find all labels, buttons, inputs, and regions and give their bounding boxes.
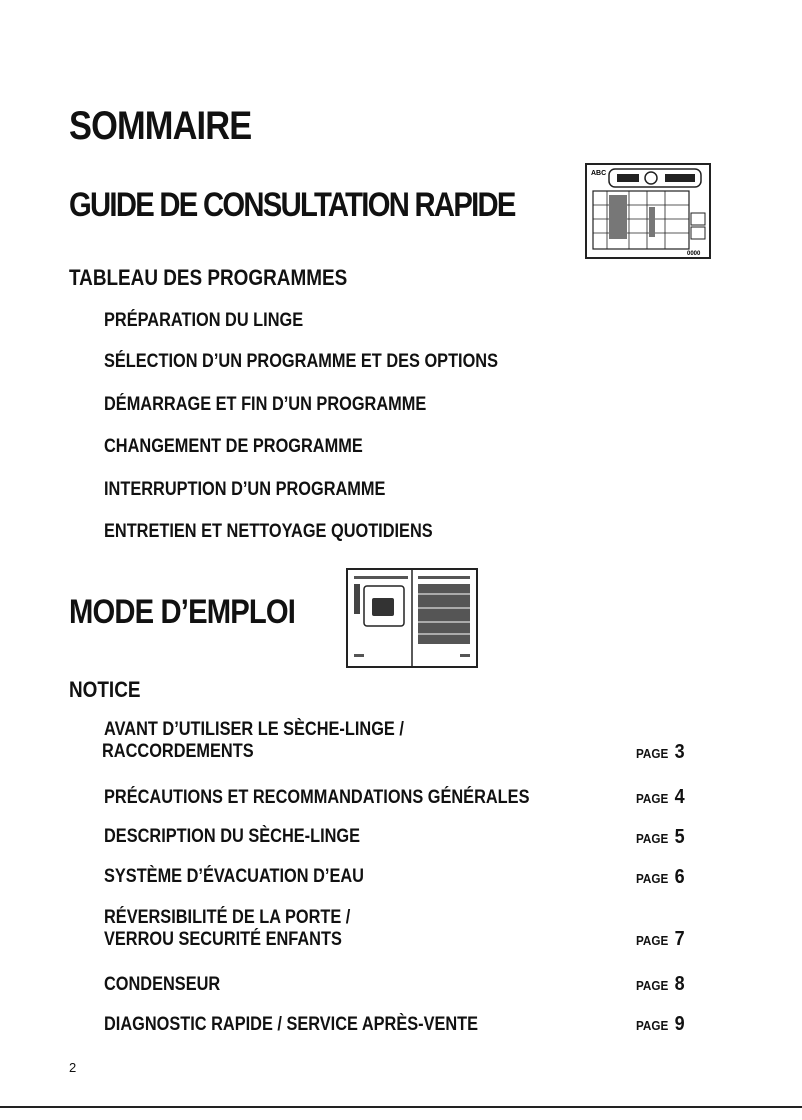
tableau-heading: TABLEAU DES PROGRAMMES	[69, 265, 348, 290]
notice-item-line2: RACCORDEMENTS	[102, 741, 254, 762]
page-number-ref: 9	[674, 1013, 685, 1035]
page-label: PAGE	[636, 791, 669, 806]
page-ref	[636, 866, 685, 889]
tableau-item: ENTRETIEN ET NETTOYAGE QUOTIDIENS	[104, 521, 433, 542]
quick-guide-illustration	[587, 165, 709, 257]
tableau-item: CHANGEMENT DE PROGRAMME	[104, 436, 363, 457]
thumb-label-left: ABC	[591, 170, 607, 177]
page-ref	[636, 928, 685, 951]
page-number-ref: 8	[674, 973, 685, 995]
manual-thumbnail	[346, 568, 478, 668]
page-ref	[636, 786, 685, 809]
page-label: PAGE	[636, 746, 669, 761]
quick-guide-thumbnail	[585, 163, 711, 259]
notice-item-line1: DIAGNOSTIC RAPIDE / SERVICE APRÈS-VENTE	[104, 1014, 479, 1035]
tableau-item: PRÉPARATION DU LINGE	[104, 310, 304, 331]
notice-item-line1: SYSTÈME D’ÉVACUATION D’EAU	[104, 866, 364, 887]
page-ref	[636, 826, 685, 849]
page-number-ref: 3	[674, 741, 685, 763]
page-number-ref: 5	[674, 826, 685, 848]
page-label: PAGE	[636, 871, 669, 886]
mode-title: MODE D’EMPLOI	[69, 593, 296, 631]
page-number-ref: 4	[674, 786, 685, 808]
page-label: PAGE	[636, 1018, 669, 1033]
page-number-ref: 6	[674, 866, 685, 888]
tableau-item: DÉMARRAGE ET FIN D’UN PROGRAMME	[104, 394, 427, 415]
notice-item-line2: VERROU SECURITÉ ENFANTS	[104, 929, 342, 950]
page-label: PAGE	[636, 978, 669, 993]
page-ref	[636, 741, 685, 764]
manual-illustration	[348, 570, 476, 666]
page-label: PAGE	[636, 831, 669, 846]
page-ref	[636, 973, 685, 996]
notice-item-line1: RÉVERSIBILITÉ DE LA PORTE /	[104, 907, 351, 928]
notice-heading: NOTICE	[69, 677, 141, 702]
notice-item-line1: PRÉCAUTIONS ET RECOMMANDATIONS GÉNÉRALES	[104, 787, 530, 808]
thumb-label-right: 0000	[687, 251, 701, 257]
notice-item-line1: DESCRIPTION DU SÈCHE-LINGE	[104, 826, 361, 847]
notice-item-line1: AVANT D’UTILISER LE SÈCHE-LINGE /	[104, 719, 404, 740]
bottom-rule	[0, 1106, 802, 1108]
tableau-item: INTERRUPTION D’UN PROGRAMME	[104, 479, 386, 500]
guide-title: GUIDE DE CONSULTATION RAPIDE	[69, 186, 515, 224]
tableau-item: SÉLECTION D’UN PROGRAMME ET DES OPTIONS	[104, 351, 499, 372]
page-number: 2	[69, 1060, 77, 1075]
page-title: SOMMAIRE	[69, 104, 252, 148]
notice-item-line1: CONDENSEUR	[104, 974, 221, 995]
page-number-ref: 7	[674, 928, 685, 950]
page-ref	[636, 1013, 685, 1036]
page-label: PAGE	[636, 933, 669, 948]
